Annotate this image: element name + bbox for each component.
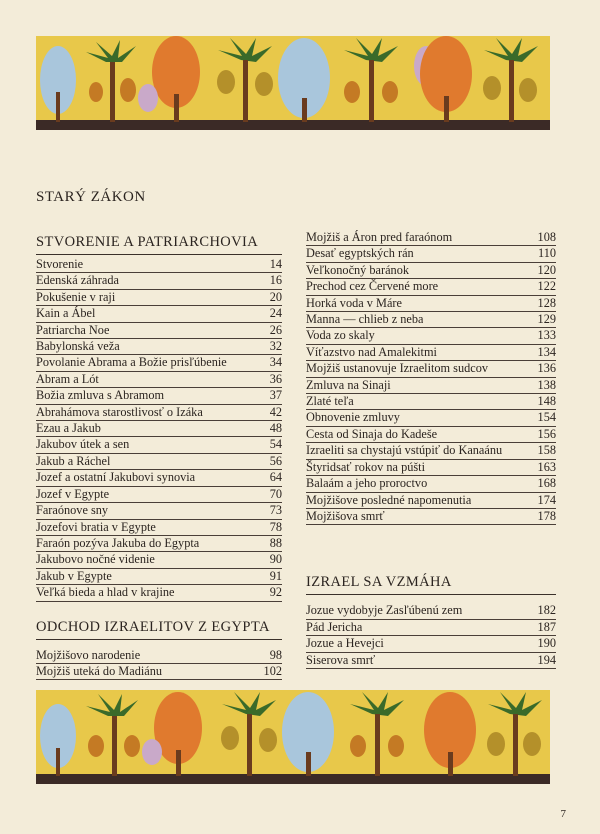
toc-entry[interactable]	[306, 328, 556, 344]
entry-page: 138	[537, 377, 556, 392]
entry-page: 168	[537, 476, 556, 491]
entry-page: 134	[537, 344, 556, 359]
entry-page: 154	[537, 410, 556, 425]
entry-title: Abram a Lót	[36, 371, 99, 386]
entry-page: 178	[537, 508, 556, 523]
entry-page: 54	[269, 437, 282, 452]
entry-title: Babylonská veža	[36, 339, 120, 354]
entry-title: Siserova smrť	[306, 652, 376, 667]
entry-page: 16	[269, 273, 282, 288]
entry-page: 64	[269, 470, 282, 485]
entry-title: Balaám a jeho proroctvo	[306, 476, 428, 491]
toc-entry[interactable]	[36, 648, 282, 664]
toc-entry[interactable]	[306, 636, 556, 652]
entry-title: Jakubov útek a sen	[36, 437, 130, 452]
section-heading: STVORENIE A PATRIARCHOVIA	[36, 233, 282, 255]
entry-page: 102	[263, 663, 282, 678]
entry-page: 14	[269, 257, 282, 271]
entry-page: 70	[269, 486, 282, 501]
entry-title: Edenská záhrada	[36, 273, 119, 288]
section-odchod	[36, 618, 282, 681]
entry-page: 20	[269, 289, 282, 304]
toc-entry[interactable]	[306, 410, 556, 426]
toc-entry[interactable]	[306, 345, 556, 361]
entry-title: Pokušenie v raji	[36, 289, 116, 304]
entry-title: Manna — chlieb z neba	[306, 312, 424, 327]
entry-title: Stvorenie	[36, 257, 84, 271]
entry-page: 133	[537, 328, 556, 343]
entry-page: 36	[269, 371, 282, 386]
entry-title: Mojžišove posledné napomenutia	[306, 492, 472, 507]
entry-page: 122	[537, 279, 556, 294]
entry-page: 90	[269, 552, 282, 567]
entry-title: Božia zmluva s Abramom	[36, 388, 165, 403]
entry-title: Abrahámova starostlivosť o Izáka	[36, 404, 203, 419]
entry-page: 148	[537, 394, 556, 409]
entry-page: 37	[269, 388, 282, 403]
entry-page: 88	[269, 535, 282, 550]
entry-title: Horká voda v Máre	[306, 295, 402, 310]
entry-page: 108	[537, 230, 556, 244]
entry-page: 163	[537, 459, 556, 474]
entry-page: 56	[269, 453, 282, 468]
entry-title: Zlaté teľa	[306, 394, 354, 409]
section-heading: IZRAEL SA VZMÁHA	[306, 573, 556, 595]
toc-entry[interactable]	[306, 460, 556, 476]
entry-page: 73	[269, 503, 282, 518]
top-decorative-band	[36, 32, 550, 132]
toc-entry[interactable]	[36, 405, 282, 421]
toc-entry[interactable]	[306, 246, 556, 262]
entry-page: 129	[537, 312, 556, 327]
toc-entry[interactable]	[36, 372, 282, 388]
bottom-decorative-band	[36, 686, 550, 786]
section-izrael	[306, 573, 556, 669]
entry-title: Prechod cez Červené more	[306, 279, 439, 294]
toc-left-column	[36, 233, 282, 680]
toc-entry[interactable]	[36, 552, 282, 568]
toc-entry[interactable]	[306, 620, 556, 636]
toc-entry[interactable]	[36, 421, 282, 437]
entry-page: 190	[537, 636, 556, 651]
toc-entry[interactable]	[306, 509, 556, 525]
entry-title: Kain a Ábel	[36, 306, 96, 321]
entry-page: 158	[537, 443, 556, 458]
entry-title: Patriarcha Noe	[36, 322, 110, 337]
toc-entry[interactable]	[36, 290, 282, 306]
entry-page: 78	[269, 519, 282, 534]
entry-title: Jozue vydobyje Zasľúbenú zem	[306, 603, 463, 618]
entry-title: Veľká bieda a hlad v krajine	[36, 585, 175, 600]
entry-list	[36, 257, 282, 602]
entry-title: Mojžišovo narodenie	[36, 647, 141, 662]
toc-entry[interactable]	[306, 476, 556, 492]
toc-right-column	[306, 230, 556, 669]
toc-entry[interactable]	[36, 388, 282, 404]
entry-page: 32	[269, 339, 282, 354]
entry-title: Cesta od Sinaja do Kadeše	[306, 426, 438, 441]
toc-entry[interactable]	[36, 437, 282, 453]
toc-entry[interactable]	[36, 306, 282, 322]
entry-title: Faraónove sny	[36, 503, 109, 518]
entry-title: Ezau a Jakub	[36, 421, 101, 436]
toc-entry[interactable]	[36, 339, 282, 355]
toc-entry[interactable]	[306, 443, 556, 459]
entry-list	[306, 230, 556, 525]
tree-border-illustration	[36, 32, 550, 132]
toc-entry[interactable]	[306, 279, 556, 295]
toc-entry[interactable]	[36, 569, 282, 585]
entry-title: Jakub a Ráchel	[36, 453, 111, 468]
section-heading: ODCHOD IZRAELITOV Z EGYPTA	[36, 618, 282, 640]
page-number: 7	[560, 808, 566, 820]
entry-page: 34	[269, 355, 282, 370]
toc-entry[interactable]	[36, 487, 282, 503]
toc-entry[interactable]	[36, 470, 282, 486]
entry-page: 187	[537, 619, 556, 634]
entry-title: Štyridsať rokov na púšti	[306, 459, 425, 474]
entry-page: 174	[537, 492, 556, 507]
entry-page: 136	[537, 361, 556, 376]
toc-entry[interactable]	[306, 361, 556, 377]
section-stvorenie	[36, 233, 282, 602]
toc-entry[interactable]	[306, 378, 556, 394]
entry-title: Faraón pozýva Jakuba do Egypta	[36, 535, 200, 550]
entry-title: Mojžiš uteká do Madiánu	[36, 663, 163, 678]
entry-title: Jozue a Hevejci	[306, 636, 384, 651]
entry-title: Pád Jericha	[306, 619, 363, 634]
entry-title: Zmluva na Sinaji	[306, 377, 391, 392]
entry-title: Mojžiš a Áron pred faraónom	[306, 230, 453, 244]
entry-page: 110	[538, 246, 556, 261]
entry-title: Veľkonočný baránok	[306, 262, 409, 277]
entry-page: 91	[269, 568, 282, 583]
entry-title: Jakubovo nočné videnie	[36, 552, 155, 567]
toc-entry[interactable]	[36, 323, 282, 339]
toc-entry[interactable]	[306, 296, 556, 312]
entry-page: 92	[269, 585, 282, 600]
toc-entry[interactable]	[306, 653, 556, 669]
entry-list	[36, 648, 282, 681]
entry-title: Desať egyptských rán	[306, 246, 414, 261]
toc-entry[interactable]	[306, 230, 556, 246]
toc-entry[interactable]	[306, 263, 556, 279]
toc-entry[interactable]	[306, 603, 556, 619]
entry-title: Jozef v Egypte	[36, 486, 110, 501]
tree-border-illustration	[36, 686, 550, 786]
entry-page: 26	[269, 322, 282, 337]
entry-list	[306, 603, 556, 669]
entry-title: Povolanie Abrama a Božie prisľúbenie	[36, 355, 227, 370]
entry-title: Jozefovi bratia v Egypte	[36, 519, 156, 534]
toc-entry[interactable]	[36, 454, 282, 470]
entry-page: 24	[269, 306, 282, 321]
entry-page: 194	[537, 652, 556, 667]
toc-entry[interactable]	[36, 273, 282, 289]
entry-title: Mojžišova smrť	[306, 508, 385, 523]
toc-entry[interactable]	[306, 394, 556, 410]
entry-title: Obnovenie zmluvy	[306, 410, 400, 425]
entry-page: 182	[537, 603, 556, 618]
toc-entry[interactable]	[306, 312, 556, 328]
entry-title: Izraeliti sa chystajú vstúpiť do Kanaánu	[306, 443, 503, 458]
entry-page: 48	[269, 421, 282, 436]
toc-entry[interactable]	[36, 503, 282, 519]
entry-page: 42	[269, 404, 282, 419]
toc-entry[interactable]	[36, 257, 282, 273]
entry-page: 98	[269, 647, 282, 662]
toc-entry[interactable]	[306, 427, 556, 443]
book-title: STARÝ ZÁKON	[36, 189, 146, 205]
toc-entry[interactable]	[36, 520, 282, 536]
entry-page: 128	[537, 295, 556, 310]
entry-title: Víťazstvo nad Amalekitmi	[306, 344, 437, 359]
toc-entry[interactable]	[36, 355, 282, 371]
entry-page: 156	[537, 426, 556, 441]
entry-title: Voda zo skaly	[306, 328, 375, 343]
toc-entry[interactable]	[36, 585, 282, 601]
toc-entry[interactable]	[306, 493, 556, 509]
toc-entry[interactable]	[36, 536, 282, 552]
toc-entry[interactable]	[36, 664, 282, 680]
entry-title: Mojžiš ustanovuje Izraelitom sudcov	[306, 361, 489, 376]
entry-page: 120	[537, 262, 556, 277]
entry-title: Jozef a ostatní Jakubovi synovia	[36, 470, 196, 485]
entry-title: Jakub v Egypte	[36, 568, 112, 583]
